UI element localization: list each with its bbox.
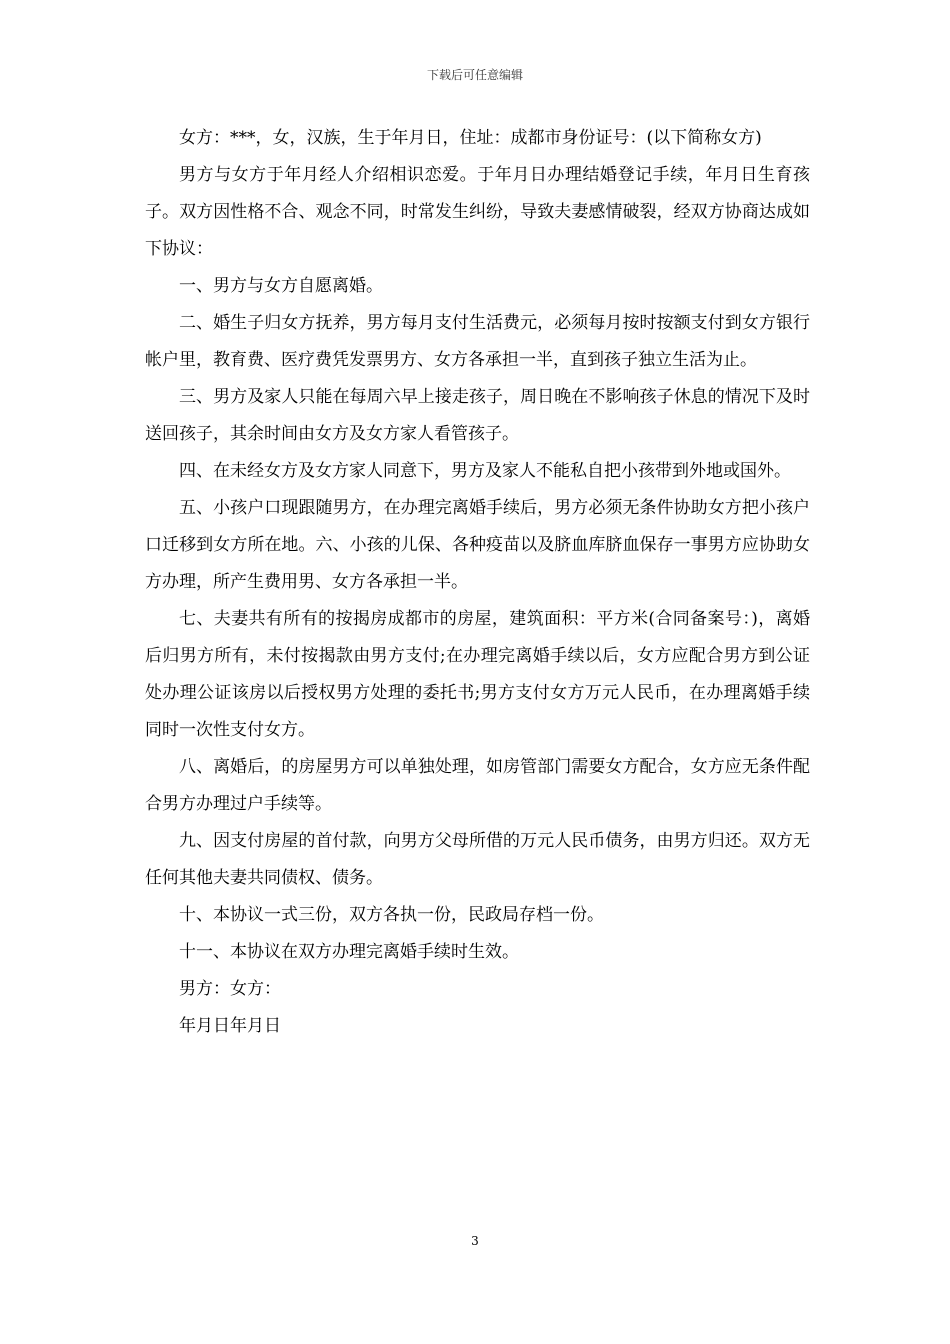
- date-line: 年月日年月日: [179, 1016, 281, 1036]
- clause-11: 十一、本协议在双方办理完离婚手续时生效。: [179, 942, 519, 962]
- clause-9: 九、因支付房屋的首付款，向男方父母所借的万元人民币债务，由男方归还。双方无任何其他夫妻共同债权、债务。: [145, 831, 810, 888]
- clause-3: 三、男方及家人只能在每周六早上接走孩子，周日晚在不影响孩子休息的情况下及时送回孩子，其余时间由女方及女方家人看管孩子。: [145, 387, 810, 444]
- page-number: 3: [471, 1234, 479, 1248]
- agreement-body: [145, 120, 810, 1045]
- clause-7: 七、夫妻共有所有的按揭房成都市的房屋，建筑面积：平方米(合同备案号：)，离婚后归男方所有，未付按揭款由男方支付;在办理完离婚手续以后，女方应配合男方到公证处办理公证该房以后授权男方处理的委托书;男方支付女方万元人民币，在办理离婚手续同时一次性支付女方。: [145, 609, 810, 740]
- signature-line: 男方：女方：: [179, 979, 281, 999]
- clause-4: 四、在未经女方及女方家人同意下，男方及家人不能私自把小孩带到外地或国外。: [179, 461, 791, 481]
- clause-10: 十、本协议一式三份，双方各执一份，民政局存档一份。: [179, 905, 604, 925]
- clause-5-6: 五、小孩户口现跟随男方，在办理完离婚手续后，男方必须无条件协助女方把小孩户口迁移到女方所在地。六、小孩的儿保、各种疫苗以及脐血库脐血保存一事男方应协助女方办理，所产生费用男、女方各承担一半。: [145, 498, 810, 592]
- clause-2: 二、婚生子归女方抚养，男方每月支付生活费元，必须每月按时按额支付到女方银行帐户里，教育费、医疗费凭发票男方、女方各承担一半，直到孩子独立生活为止。: [145, 313, 810, 370]
- paragraph-background: 男方与女方于年月经人介绍相识恋爱。于年月日办理结婚登记手续，年月日生育孩子。双方因性格不合、观念不同，时常发生纠纷，导致夫妻感情破裂，经双方协商达成如下协议：: [145, 165, 810, 259]
- clause-8: 八、离婚后，的房屋男方可以单独处理，如房管部门需要女方配合，女方应无条件配合男方办理过户手续等。: [145, 757, 810, 814]
- header-note: 下载后可任意编辑: [426, 68, 523, 82]
- clause-1: 一、男方与女方自愿离婚。: [179, 276, 383, 296]
- paragraph-female-party: 女方：***，女，汉族，生于年月日，住址：成都市身份证号：(以下简称女方): [179, 128, 762, 148]
